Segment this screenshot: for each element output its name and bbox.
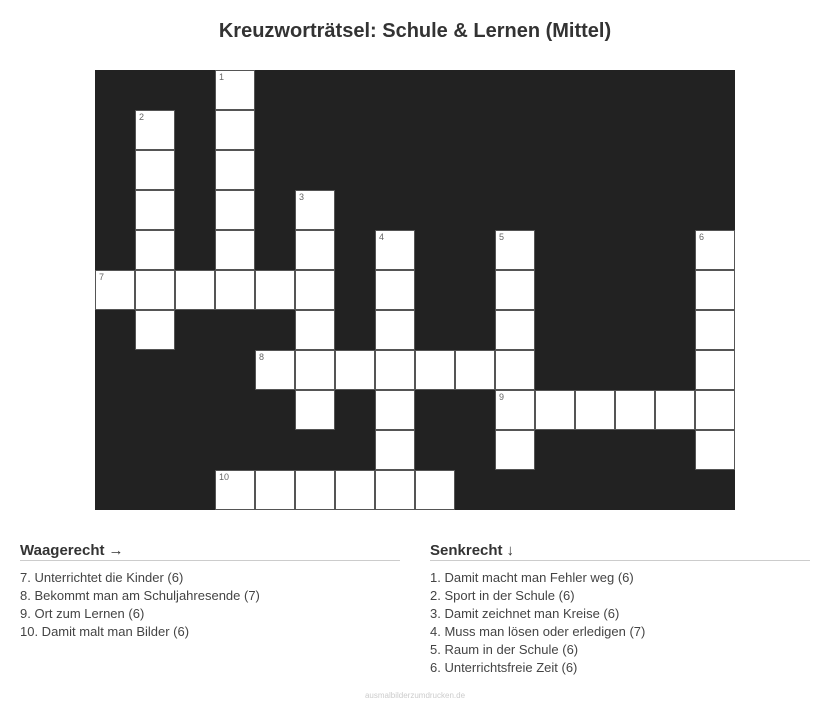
grid-cell[interactable]: [695, 270, 735, 310]
grid-cell[interactable]: [335, 350, 375, 390]
grid-cell[interactable]: [375, 270, 415, 310]
grid-cell[interactable]: [215, 110, 255, 150]
grid-cell[interactable]: [135, 190, 175, 230]
clue-number: 3: [299, 192, 305, 202]
grid-cell[interactable]: [495, 230, 535, 270]
down-heading-label: Senkrecht: [430, 542, 503, 559]
clue-number: 6: [699, 232, 705, 242]
grid-cell[interactable]: [255, 470, 295, 510]
clue-number: 1: [219, 72, 225, 82]
grid-cell[interactable]: [135, 150, 175, 190]
grid-cell[interactable]: [135, 110, 175, 150]
grid-cell[interactable]: [375, 310, 415, 350]
down-clue: 5. Raum in der Schule (6): [430, 642, 579, 657]
clue-number: 9: [499, 392, 505, 402]
across-clue: 7. Unterrichtet die Kinder (6): [20, 570, 184, 585]
grid-cell[interactable]: [215, 190, 255, 230]
grid-cell[interactable]: [415, 470, 455, 510]
grid-cell[interactable]: [295, 470, 335, 510]
grid-cell[interactable]: [375, 350, 415, 390]
grid-cell[interactable]: [415, 350, 455, 390]
grid-cell[interactable]: [135, 270, 175, 310]
grid-cell[interactable]: [495, 310, 535, 350]
clue-number: 7: [99, 272, 105, 282]
grid-cell[interactable]: [495, 350, 535, 390]
across-heading-label: Waagerecht: [20, 542, 105, 559]
down-arrow-icon: ↓: [506, 542, 515, 559]
grid-cell[interactable]: [255, 270, 295, 310]
grid-cell[interactable]: [375, 470, 415, 510]
grid-cell[interactable]: [95, 270, 135, 310]
down-heading: [430, 542, 810, 561]
grid-cell[interactable]: [295, 230, 335, 270]
grid-cell[interactable]: [295, 270, 335, 310]
clue-number: 5: [499, 232, 505, 242]
clue-number: 4: [379, 232, 385, 242]
down-clue: 4. Muss man lösen oder erledigen (7): [430, 624, 646, 639]
across-clue: 10. Damit malt man Bilder (6): [20, 624, 190, 639]
crossword-grid: [95, 70, 735, 510]
across-clue: 9. Ort zum Lernen (6): [20, 606, 145, 621]
grid-cell[interactable]: [215, 270, 255, 310]
grid-cell[interactable]: [575, 390, 615, 430]
grid-cell[interactable]: [295, 190, 335, 230]
grid-cell[interactable]: [695, 310, 735, 350]
grid-cell[interactable]: [135, 310, 175, 350]
grid-cell[interactable]: [495, 390, 535, 430]
down-clue: 2. Sport in der Schule (6): [430, 588, 575, 603]
grid-cell[interactable]: [495, 430, 535, 470]
grid-cell[interactable]: [215, 230, 255, 270]
clue-number: 10: [219, 472, 230, 482]
grid-cell[interactable]: [215, 150, 255, 190]
footer-credit: ausmalbilderzumdrucken.de: [364, 691, 466, 700]
grid-cell[interactable]: [695, 230, 735, 270]
grid-cell[interactable]: [215, 70, 255, 110]
grid-cell[interactable]: [375, 430, 415, 470]
grid-cell[interactable]: [375, 230, 415, 270]
grid-cell[interactable]: [255, 350, 295, 390]
down-clue: 3. Damit zeichnet man Kreise (6): [430, 606, 620, 621]
page-title: Kreuzworträtsel: Schule & Lernen (Mittel): [218, 20, 612, 42]
across-clue: 8. Bekommt man am Schuljahresende (7): [20, 588, 260, 603]
grid-cell[interactable]: [215, 470, 255, 510]
grid-cell[interactable]: [615, 390, 655, 430]
across-clues: [20, 542, 400, 641]
grid-cell[interactable]: [535, 390, 575, 430]
grid-cell[interactable]: [335, 470, 375, 510]
clue-number: 8: [259, 352, 265, 362]
clue-number: 2: [139, 112, 145, 122]
grid-cell[interactable]: [175, 270, 215, 310]
grid-cell[interactable]: [695, 390, 735, 430]
across-heading: [20, 542, 400, 561]
down-clue: 1. Damit macht man Fehler weg (6): [430, 570, 634, 585]
right-arrow-icon: →: [108, 542, 124, 559]
grid-cell[interactable]: [495, 270, 535, 310]
grid-cell[interactable]: [695, 430, 735, 470]
grid-cell[interactable]: [375, 390, 415, 430]
down-clue: 6. Unterrichtsfreie Zeit (6): [430, 660, 578, 675]
down-clues: [430, 542, 810, 677]
grid-cell[interactable]: [295, 390, 335, 430]
grid-cell[interactable]: [455, 350, 495, 390]
grid-cell[interactable]: [295, 350, 335, 390]
grid-cell[interactable]: [295, 310, 335, 350]
grid-cell[interactable]: [135, 230, 175, 270]
grid-cell[interactable]: [695, 350, 735, 390]
grid-cell[interactable]: [655, 390, 695, 430]
